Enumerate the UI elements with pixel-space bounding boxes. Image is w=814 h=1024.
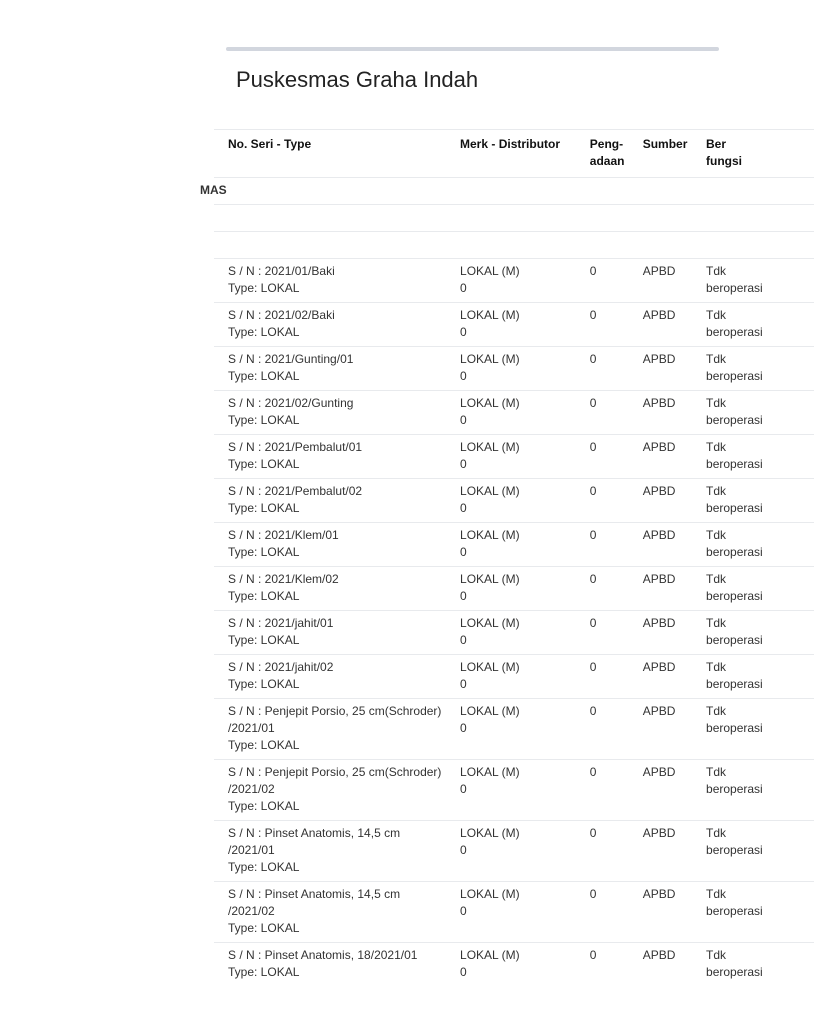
procurement-value: 0 — [589, 352, 597, 366]
table-row — [214, 303, 814, 347]
header-row — [214, 130, 814, 178]
serial-number: S / N : 2021/01/Baki — [228, 264, 335, 278]
functional-cell — [706, 821, 814, 882]
functional-line2: beroperasi — [706, 721, 763, 735]
source-value: APBD — [642, 484, 676, 498]
functional-line1: Tdk — [706, 528, 727, 542]
brand-label: LOKAL (M) — [460, 765, 520, 779]
distributor-label: 0 — [460, 843, 467, 857]
brand-label: LOKAL (M) — [460, 440, 520, 454]
group-label: MAS — [200, 183, 227, 197]
distributor-label: 0 — [460, 457, 467, 471]
serial-type-cell — [214, 943, 460, 987]
brand-label: LOKAL (M) — [460, 528, 520, 542]
functional-line2: beroperasi — [706, 413, 763, 427]
serial-number: S / N : 2021/Klem/02 — [228, 572, 339, 586]
source-cell — [643, 303, 706, 347]
brand-label: LOKAL (M) — [460, 308, 520, 322]
brand-distributor-cell — [460, 567, 590, 611]
functional-line1: Tdk — [706, 660, 727, 674]
procurement-value: 0 — [589, 948, 597, 962]
type-label: Type: LOKAL — [228, 738, 300, 752]
header-source: Sumber — [643, 130, 706, 178]
brand-label: LOKAL (M) — [460, 887, 520, 901]
serial-type-cell — [214, 347, 460, 391]
functional-line2: beroperasi — [706, 501, 763, 515]
serial-number-cont: /2021/02 — [228, 782, 275, 796]
source-value: APBD — [642, 948, 676, 962]
distributor-label: 0 — [460, 501, 467, 515]
type-label: Type: LOKAL — [228, 369, 300, 383]
header-functional-line2: fungsi — [706, 154, 743, 168]
table-row — [214, 479, 814, 523]
functional-cell — [706, 760, 814, 821]
brand-distributor-cell — [460, 435, 590, 479]
procurement-value: 0 — [589, 308, 597, 322]
serial-number-cont: /2021/01 — [228, 843, 275, 857]
functional-line2: beroperasi — [706, 589, 763, 603]
functional-line1: Tdk — [706, 484, 727, 498]
functional-line1: Tdk — [706, 352, 727, 366]
brand-label: LOKAL (M) — [460, 352, 520, 366]
brand-label: LOKAL (M) — [460, 616, 520, 630]
functional-line1: Tdk — [706, 440, 727, 454]
procurement-cell — [590, 479, 643, 523]
type-label: Type: LOKAL — [228, 677, 300, 691]
procurement-value: 0 — [589, 887, 597, 901]
functional-line1: Tdk — [706, 887, 727, 901]
functional-cell — [706, 567, 814, 611]
functional-cell — [706, 347, 814, 391]
table-row — [214, 699, 814, 760]
serial-number: S / N : Penjepit Porsio, 25 cm(Schroder) — [228, 765, 442, 779]
procurement-value: 0 — [589, 484, 597, 498]
serial-type-cell — [214, 303, 460, 347]
serial-type-cell — [214, 655, 460, 699]
source-value: APBD — [642, 887, 676, 901]
brand-label: LOKAL (M) — [460, 948, 520, 962]
procurement-cell — [590, 699, 643, 760]
functional-cell — [706, 943, 814, 987]
table-row — [214, 259, 814, 303]
procurement-value: 0 — [589, 704, 597, 718]
type-label: Type: LOKAL — [228, 965, 300, 979]
functional-line2: beroperasi — [706, 545, 763, 559]
distributor-label: 0 — [460, 589, 467, 603]
distributor-label: 0 — [460, 413, 467, 427]
brand-label: LOKAL (M) — [460, 264, 520, 278]
serial-number: S / N : 2021/jahit/01 — [228, 616, 334, 630]
table-row — [214, 760, 814, 821]
distributor-label: 0 — [460, 545, 467, 559]
brand-distributor-cell — [460, 391, 590, 435]
procurement-cell — [590, 347, 643, 391]
distributor-label: 0 — [460, 782, 467, 796]
brand-label: LOKAL (M) — [460, 704, 520, 718]
serial-type-cell — [214, 259, 460, 303]
type-label: Type: LOKAL — [228, 799, 300, 813]
procurement-cell — [590, 435, 643, 479]
functional-line2: beroperasi — [706, 369, 763, 383]
brand-distributor-cell — [460, 303, 590, 347]
functional-cell — [706, 259, 814, 303]
source-cell — [643, 479, 706, 523]
distributor-label: 0 — [460, 633, 467, 647]
distributor-label: 0 — [460, 965, 467, 979]
source-value: APBD — [642, 616, 676, 630]
type-label: Type: LOKAL — [228, 501, 300, 515]
functional-cell — [706, 699, 814, 760]
type-label: Type: LOKAL — [228, 545, 300, 559]
blank-row — [214, 205, 814, 232]
functional-line1: Tdk — [706, 765, 727, 779]
functional-line1: Tdk — [706, 616, 727, 630]
type-label: Type: LOKAL — [228, 633, 300, 647]
brand-distributor-cell — [460, 655, 590, 699]
source-cell — [643, 943, 706, 987]
procurement-value: 0 — [589, 440, 597, 454]
functional-line2: beroperasi — [706, 325, 763, 339]
source-cell — [643, 655, 706, 699]
procurement-cell — [590, 821, 643, 882]
brand-distributor-cell — [460, 611, 590, 655]
procurement-cell — [590, 655, 643, 699]
functional-cell — [706, 523, 814, 567]
functional-cell — [706, 655, 814, 699]
procurement-value: 0 — [589, 572, 597, 586]
source-value: APBD — [642, 352, 676, 366]
procurement-cell — [590, 567, 643, 611]
distributor-label: 0 — [460, 281, 467, 295]
functional-cell — [706, 611, 814, 655]
type-label: Type: LOKAL — [228, 325, 300, 339]
table-row — [214, 611, 814, 655]
procurement-value: 0 — [589, 826, 597, 840]
source-value: APBD — [642, 264, 676, 278]
page-title: Puskesmas Graha Indah — [236, 67, 479, 92]
functional-line1: Tdk — [706, 826, 727, 840]
table-row — [214, 821, 814, 882]
functional-line1: Tdk — [706, 572, 727, 586]
serial-type-cell — [214, 821, 460, 882]
serial-type-cell — [214, 611, 460, 655]
distributor-label: 0 — [460, 721, 467, 735]
brand-distributor-cell — [460, 821, 590, 882]
functional-cell — [706, 435, 814, 479]
table-row — [214, 943, 814, 987]
source-value: APBD — [642, 765, 676, 779]
procurement-value: 0 — [589, 765, 597, 779]
source-cell — [643, 347, 706, 391]
functional-cell — [706, 882, 814, 943]
source-cell — [643, 760, 706, 821]
functional-cell — [706, 391, 814, 435]
source-value: APBD — [642, 660, 676, 674]
brand-distributor-cell — [460, 259, 590, 303]
functional-cell — [706, 303, 814, 347]
procurement-cell — [590, 523, 643, 567]
functional-line1: Tdk — [706, 308, 727, 322]
type-label: Type: LOKAL — [228, 589, 300, 603]
table-row — [214, 347, 814, 391]
brand-label: LOKAL (M) — [460, 396, 520, 410]
source-cell — [643, 821, 706, 882]
procurement-cell — [590, 882, 643, 943]
header-brand-distributor: Merk - Distributor — [460, 130, 590, 178]
functional-line2: beroperasi — [706, 677, 763, 691]
table-row — [214, 391, 814, 435]
procurement-cell — [590, 259, 643, 303]
header-functional — [706, 130, 814, 178]
type-label: Type: LOKAL — [228, 457, 300, 471]
table-row — [214, 882, 814, 943]
table-row — [214, 523, 814, 567]
source-cell — [643, 882, 706, 943]
serial-number: S / N : Pinset Anatomis, 14,5 cm — [228, 826, 401, 840]
inventory-card — [200, 51, 763, 1024]
header-procurement-line2: adaan — [589, 154, 625, 168]
functional-line1: Tdk — [706, 396, 727, 410]
brand-distributor-cell — [460, 882, 590, 943]
source-cell — [643, 567, 706, 611]
functional-line2: beroperasi — [706, 965, 763, 979]
brand-distributor-cell — [460, 943, 590, 987]
functional-cell — [706, 479, 814, 523]
functional-line2: beroperasi — [706, 457, 763, 471]
distributor-label: 0 — [460, 904, 467, 918]
type-label: Type: LOKAL — [228, 921, 300, 935]
serial-type-cell — [214, 760, 460, 821]
type-label: Type: LOKAL — [228, 281, 300, 295]
equipment-table — [200, 129, 814, 986]
source-value: APBD — [642, 528, 676, 542]
distributor-label: 0 — [460, 325, 467, 339]
functional-line2: beroperasi — [706, 633, 763, 647]
source-value: APBD — [642, 572, 676, 586]
source-cell — [643, 699, 706, 760]
source-cell — [643, 391, 706, 435]
header-serial-type: No. Seri - Type — [214, 130, 460, 178]
procurement-cell — [590, 611, 643, 655]
brand-distributor-cell — [460, 760, 590, 821]
type-label: Type: LOKAL — [228, 860, 300, 874]
procurement-value: 0 — [589, 396, 597, 410]
brand-label: LOKAL (M) — [460, 572, 520, 586]
brand-label: LOKAL (M) — [460, 826, 520, 840]
source-cell — [643, 611, 706, 655]
procurement-cell — [590, 303, 643, 347]
source-value: APBD — [642, 826, 676, 840]
serial-number: S / N : 2021/02/Gunting — [228, 396, 354, 410]
group-cell — [200, 178, 814, 205]
serial-type-cell — [214, 435, 460, 479]
brand-distributor-cell — [460, 699, 590, 760]
source-cell — [643, 523, 706, 567]
brand-distributor-cell — [460, 523, 590, 567]
procurement-cell — [590, 391, 643, 435]
source-value: APBD — [642, 440, 676, 454]
type-label: Type: LOKAL — [228, 413, 300, 427]
serial-type-cell — [214, 523, 460, 567]
functional-line1: Tdk — [706, 264, 727, 278]
functional-line2: beroperasi — [706, 843, 763, 857]
serial-type-cell — [214, 391, 460, 435]
table-body — [200, 178, 814, 987]
header-procurement — [590, 130, 643, 178]
source-cell — [643, 259, 706, 303]
functional-line2: beroperasi — [706, 782, 763, 796]
serial-type-cell — [214, 567, 460, 611]
brand-distributor-cell — [460, 347, 590, 391]
serial-type-cell — [214, 479, 460, 523]
table-header — [214, 130, 814, 178]
serial-number: S / N : 2021/02/Baki — [228, 308, 335, 322]
serial-number-cont: /2021/02 — [228, 904, 275, 918]
group-row — [214, 178, 814, 205]
functional-line2: beroperasi — [706, 281, 763, 295]
procurement-cell — [590, 760, 643, 821]
serial-number: S / N : Pinset Anatomis, 14,5 cm — [228, 887, 401, 901]
source-value: APBD — [642, 396, 676, 410]
source-cell — [643, 435, 706, 479]
table-row — [214, 435, 814, 479]
functional-line1: Tdk — [706, 948, 727, 962]
distributor-label: 0 — [460, 369, 467, 383]
serial-type-cell — [214, 699, 460, 760]
serial-number: S / N : Penjepit Porsio, 25 cm(Schroder) — [228, 704, 442, 718]
table-row — [214, 567, 814, 611]
serial-number: S / N : 2021/Pembalut/02 — [228, 484, 363, 498]
procurement-value: 0 — [589, 616, 597, 630]
functional-line2: beroperasi — [706, 904, 763, 918]
serial-number: S / N : 2021/Klem/01 — [228, 528, 339, 542]
procurement-cell — [590, 943, 643, 987]
serial-number: S / N : 2021/jahit/02 — [228, 660, 334, 674]
serial-number: S / N : 2021/Gunting/01 — [228, 352, 354, 366]
procurement-value: 0 — [589, 528, 597, 542]
brand-label: LOKAL (M) — [460, 660, 520, 674]
distributor-label: 0 — [460, 677, 467, 691]
source-value: APBD — [642, 308, 676, 322]
header-procurement-line1: Peng- — [589, 137, 624, 151]
brand-label: LOKAL (M) — [460, 484, 520, 498]
serial-number-cont: /2021/01 — [228, 721, 275, 735]
table-row — [214, 655, 814, 699]
serial-number: S / N : Pinset Anatomis, 18/2021/01 — [228, 948, 418, 962]
serial-number: S / N : 2021/Pembalut/01 — [228, 440, 363, 454]
serial-type-cell — [214, 882, 460, 943]
source-value: APBD — [642, 704, 676, 718]
procurement-value: 0 — [589, 264, 597, 278]
brand-distributor-cell — [460, 479, 590, 523]
blank-row — [214, 232, 814, 259]
header-functional-line1: Ber — [706, 137, 727, 151]
functional-line1: Tdk — [706, 704, 727, 718]
procurement-value: 0 — [589, 660, 597, 674]
